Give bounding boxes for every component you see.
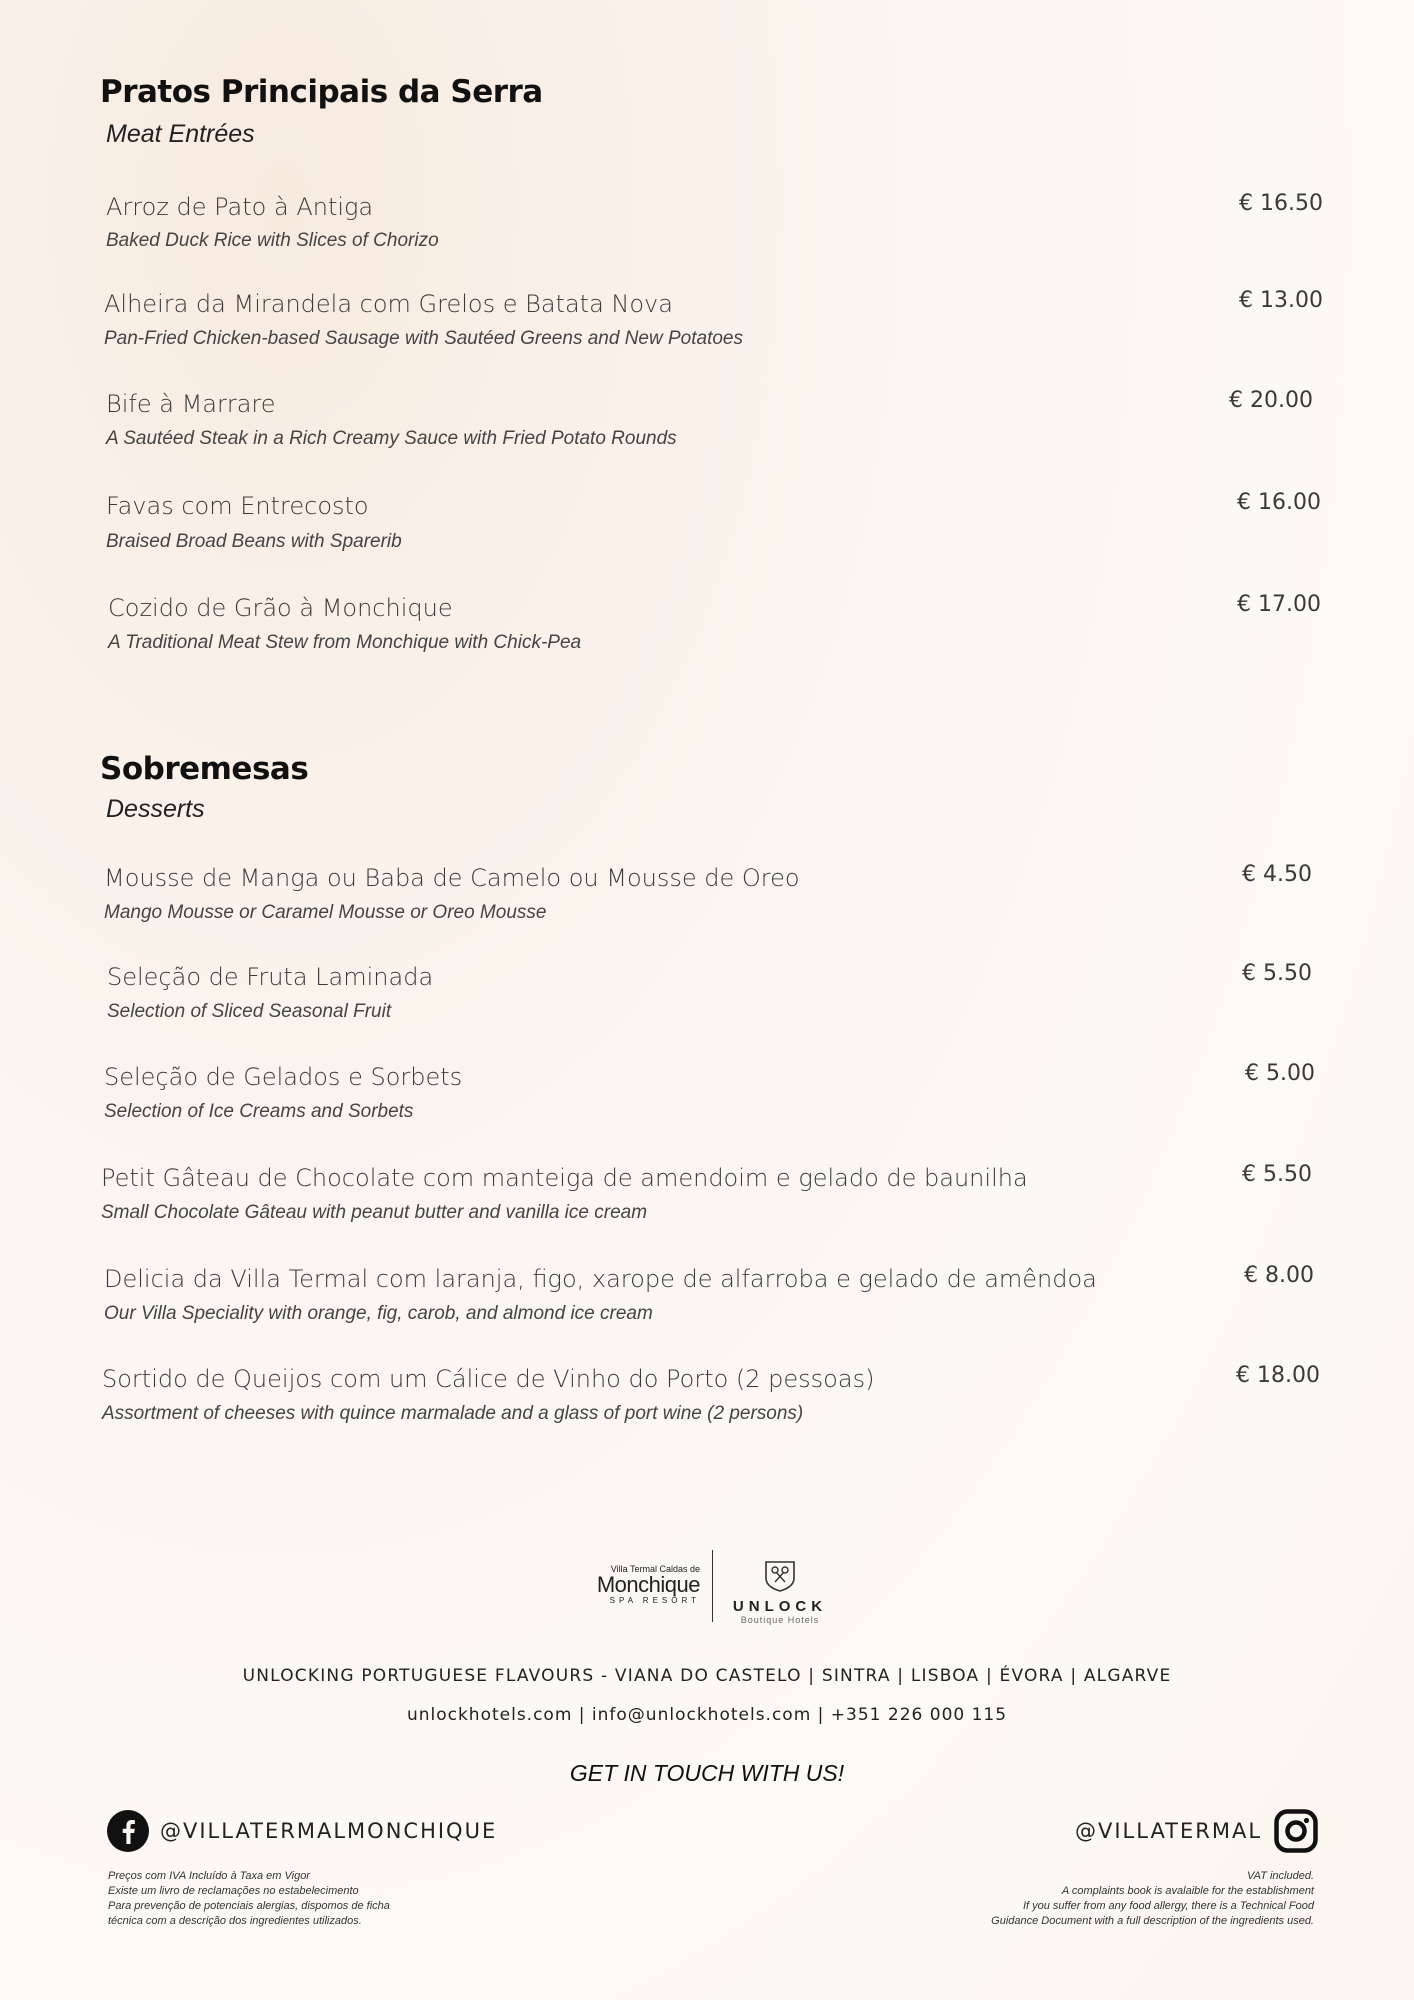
villa-termal-logo — [582, 1564, 700, 1605]
menu-item — [104, 864, 1316, 924]
key-crest-icon — [763, 1560, 797, 1592]
menu-item-price: € 17.00 — [1237, 592, 1321, 617]
menu-item-price: € 18.00 — [1236, 1363, 1320, 1388]
menu-item-price: € 16.00 — [1237, 490, 1321, 515]
legal-notice-en — [991, 1869, 1314, 1929]
menu-item-price: € 4.50 — [1242, 862, 1312, 887]
meat-section — [100, 74, 1312, 149]
facebook-link[interactable] — [106, 1809, 497, 1853]
menu-item — [104, 288, 1323, 350]
logo-small-text: Villa Termal Caldas de — [610, 1564, 700, 1574]
legal-line: If you suffer from any food allergy, there is a Technical Food — [1022, 1900, 1314, 1912]
menu-item — [106, 390, 1318, 450]
menu-item-description: Our Villa Speciality with orange, fig, carob, and almond ice cream — [104, 1303, 653, 1324]
facebook-icon — [106, 1809, 150, 1853]
menu-item-price: € 5.50 — [1242, 1162, 1312, 1187]
legal-notice-pt — [108, 1869, 390, 1929]
facebook-handle: @VILLATERMALMONCHIQUE — [160, 1819, 498, 1843]
legal-line: Existe um livro de reclamações no estabelecimento — [108, 1885, 359, 1897]
menu-item-price: € 5.50 — [1242, 961, 1312, 986]
menu-item-name: Sortido de Queijos com um Cálice de Vinho do Porto (2 pessoas) — [102, 1365, 875, 1393]
legal-line: Preços com IVA Incluído à Taxa em Vigor — [108, 1870, 310, 1882]
menu-item-name: Favas com Entrecosto — [106, 492, 369, 520]
logo-unlock-text: UNLOCK — [732, 1598, 828, 1615]
menu-item-name: Alheira da Mirandela com Grelos e Batata Nova — [104, 290, 673, 318]
menu-item-description: Selection of Ice Creams and Sorbets — [104, 1101, 414, 1122]
meat-section-subtitle: Meat Entrées — [106, 120, 255, 148]
menu-item-price: € 20.00 — [1229, 388, 1313, 413]
footer-tagline: UNLOCKING PORTUGUESE FLAVOURS - VIANA DO CASTELO | SINTRA | LISBOA | ÉVORA | ALGARVE — [242, 1666, 1172, 1686]
menu-item — [101, 1164, 1313, 1224]
menu-item — [107, 963, 1319, 1023]
legal-line: A complaints book is avalaible for the establishment — [1061, 1885, 1314, 1897]
brand-logos — [582, 1548, 832, 1628]
menu-item-name: Seleção de Fruta Laminada — [107, 963, 434, 991]
menu-item-description: A Traditional Meat Stew from Monchique with Chick-Pea — [108, 632, 582, 653]
footer-contact: unlockhotels.com | info@unlockhotels.com | +351 226 000 115 — [406, 1705, 1008, 1725]
menu-item-name: Bife à Marrare — [106, 390, 276, 418]
logo-main-text: Monchique — [596, 1572, 700, 1597]
menu-item-price: € 8.00 — [1244, 1263, 1314, 1288]
unlock-logo — [725, 1560, 835, 1625]
menu-item-name: Seleção de Gelados e Sorbets — [104, 1063, 463, 1091]
menu-item — [106, 191, 1323, 252]
menu-item — [106, 490, 1321, 553]
menu-item-description: Pan-Fried Chicken-based Sausage with Sautéed Greens and New Potatoes — [104, 328, 743, 349]
menu-item — [104, 1063, 1316, 1123]
desserts-section-subtitle: Desserts — [106, 795, 205, 823]
desserts-section — [100, 751, 1312, 824]
menu-item-price: € 16.50 — [1239, 191, 1323, 216]
menu-item-description: Braised Broad Beans with Sparerib — [106, 531, 402, 552]
menu-item-name: Petit Gâteau de Chocolate com manteiga de amendoim e gelado de baunilha — [101, 1164, 1028, 1192]
menu-item-description: A Sautéed Steak in a Rich Creamy Sauce with Fried Potato Rounds — [106, 428, 677, 449]
menu-item-description: Mango Mousse or Caramel Mousse or Oreo Mousse — [104, 902, 547, 923]
menu-item — [102, 1363, 1320, 1425]
menu-item-description: Small Chocolate Gâteau with peanut butter and vanilla ice cream — [101, 1202, 648, 1223]
instagram-icon — [1274, 1809, 1318, 1853]
desserts-section-title: Sobremesas — [100, 751, 309, 787]
get-in-touch-heading: GET IN TOUCH WITH US! — [569, 1760, 845, 1786]
menu-item-price: € 5.00 — [1245, 1061, 1315, 1086]
legal-line: VAT included. — [1246, 1870, 1314, 1882]
legal-line: Para prevenção de potenciais alergias, dispomos de ficha — [108, 1900, 390, 1912]
menu-item-description: Selection of Sliced Seasonal Fruit — [107, 1001, 392, 1022]
menu-item-name: Mousse de Manga ou Baba de Camelo ou Mousse de Oreo — [104, 864, 800, 892]
menu-item — [104, 1265, 1316, 1325]
menu-item — [108, 594, 1320, 654]
instagram-link[interactable] — [1075, 1809, 1318, 1853]
menu-item-name: Cozido de Grão à Monchique — [108, 594, 453, 622]
menu-item-description: Assortment of cheeses with quince marmalade and a glass of port wine (2 persons) — [102, 1403, 804, 1424]
instagram-handle: @VILLATERMAL — [1075, 1819, 1263, 1843]
logo-spa-text: SPA RESORT — [609, 1596, 700, 1605]
menu-item-name: Delicia da Villa Termal com laranja, figo, xarope de alfarroba e gelado de amêndoa — [104, 1265, 1097, 1293]
menu-item-name: Arroz de Pato à Antiga — [106, 193, 374, 221]
meat-section-title: Pratos Principais da Serra — [100, 74, 543, 110]
menu-item-description: Baked Duck Rice with Slices of Chorizo — [106, 230, 439, 251]
logo-boutique-text: Boutique Hotels — [740, 1615, 820, 1625]
menu-item-price: € 13.00 — [1239, 288, 1323, 313]
legal-line: Guidance Document with a full description of the ingredients used. — [991, 1915, 1314, 1927]
legal-line: técnica com a descrição dos ingredientes utilizados. — [108, 1915, 362, 1927]
logo-divider — [712, 1550, 713, 1622]
